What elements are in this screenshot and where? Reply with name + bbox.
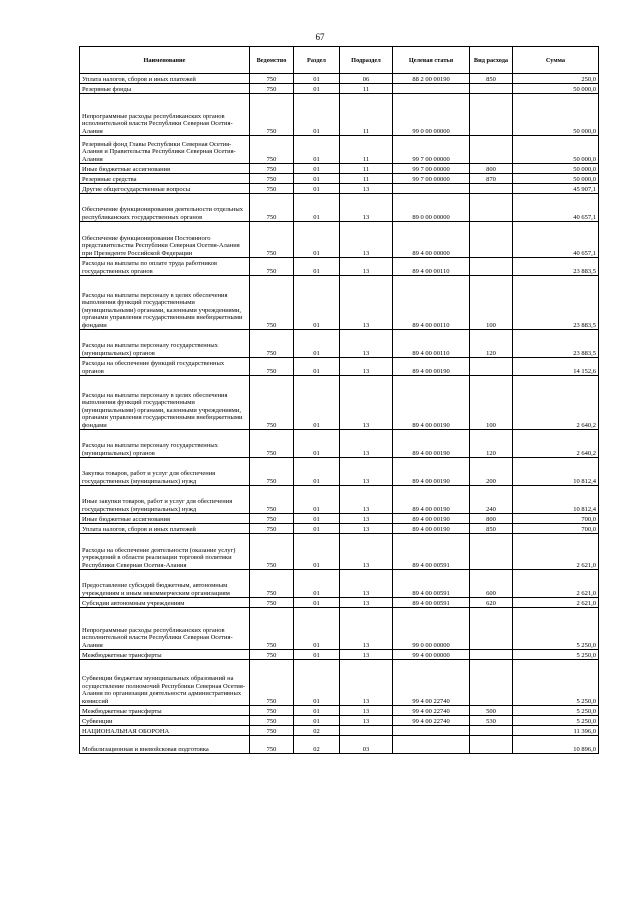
cell-expense-type — [470, 726, 513, 736]
cell-expense-type: 200 — [470, 458, 513, 486]
cell-expense-type — [470, 194, 513, 222]
table-row — [80, 74, 599, 84]
cell-subsection: 06 — [340, 74, 393, 84]
cell-subsection: 13 — [340, 598, 393, 608]
cell-name: Расходы на выплаты по оплате труда работников государственных органов — [80, 258, 250, 276]
cell-target-item — [393, 726, 470, 736]
header-section: Раздел — [294, 47, 340, 74]
header-subsection: Подраздел — [340, 47, 393, 74]
cell-name: Резервные средства — [80, 174, 250, 184]
cell-name: Иные бюджетные ассигнования — [80, 514, 250, 524]
cell-name: Межбюджетные трансферты — [80, 706, 250, 716]
header-target-item: Целевая статья — [393, 47, 470, 74]
cell-amount: 700,0 — [513, 524, 599, 534]
cell-department: 750 — [250, 74, 294, 84]
cell-amount: 50 000,0 — [513, 174, 599, 184]
cell-expense-type: 500 — [470, 706, 513, 716]
cell-department: 750 — [250, 598, 294, 608]
cell-target-item: 89 4 00 00591 — [393, 570, 470, 598]
cell-section: 01 — [294, 84, 340, 94]
cell-name: Уплата налогов, сборов и иных платежей — [80, 74, 250, 84]
cell-subsection: 13 — [340, 376, 393, 430]
cell-expense-type — [470, 650, 513, 660]
cell-name: Расходы на выплаты персоналу в целях обеспечения выполнения функций государственными (муниципальными) органами, казенными учреждениями, органами управления государственными внебюджетными фондами — [80, 376, 250, 430]
cell-section: 02 — [294, 726, 340, 736]
cell-name: Уплата налогов, сборов и иных платежей — [80, 524, 250, 534]
table-row — [80, 222, 599, 258]
cell-expense-type — [470, 534, 513, 570]
cell-department: 750 — [250, 524, 294, 534]
cell-expense-type — [470, 736, 513, 754]
cell-expense-type — [470, 222, 513, 258]
cell-amount: 2 640,2 — [513, 430, 599, 458]
cell-section: 01 — [294, 276, 340, 330]
cell-section: 01 — [294, 94, 340, 136]
cell-name: Расходы на выплаты персоналу государственных (муниципальных) органов — [80, 330, 250, 358]
cell-name: Резервные фонды — [80, 84, 250, 94]
table-row — [80, 84, 599, 94]
cell-section: 01 — [294, 706, 340, 716]
header-amount: Сумма — [513, 47, 599, 74]
header-expense-type: Вид расхода — [470, 47, 513, 74]
cell-section: 01 — [294, 136, 340, 164]
cell-target-item: 89 4 00 00190 — [393, 358, 470, 376]
cell-name: Субвенции бюджетам муниципальных образований на осуществление полномочий Республики Северная Осетия-Алания по организации деятельности административных комиссий — [80, 660, 250, 706]
cell-target-item — [393, 184, 470, 194]
cell-name: Расходы на выплаты персоналу в целях обеспечения выполнения функций государственными (муниципальными) органами, казенными учреждениями, органами управления государственными внебюджетными фондами — [80, 276, 250, 330]
cell-section: 01 — [294, 650, 340, 660]
cell-subsection: 13 — [340, 570, 393, 598]
cell-department: 750 — [250, 358, 294, 376]
cell-name: Иные закупки товаров, работ и услуг для обеспечения государственных (муниципальных) нужд — [80, 486, 250, 514]
cell-department: 750 — [250, 258, 294, 276]
cell-name: Мобилизационная и вневойсковая подготовка — [80, 736, 250, 754]
cell-target-item: 99 7 00 00000 — [393, 174, 470, 184]
cell-name: Обеспечение функционирования деятельности отдельных республиканских государственных органов — [80, 194, 250, 222]
header-name: Наименование — [80, 47, 250, 74]
table-row — [80, 174, 599, 184]
cell-section: 01 — [294, 194, 340, 222]
cell-amount: 5 250,0 — [513, 660, 599, 706]
table-body — [80, 74, 599, 754]
cell-target-item: 89 4 00 00591 — [393, 598, 470, 608]
cell-target-item: 89 4 00 00110 — [393, 276, 470, 330]
cell-section: 01 — [294, 458, 340, 486]
cell-section: 01 — [294, 534, 340, 570]
cell-target-item: 99 0 00 00000 — [393, 94, 470, 136]
table-row — [80, 598, 599, 608]
cell-section: 01 — [294, 74, 340, 84]
table-row — [80, 194, 599, 222]
table-row — [80, 136, 599, 164]
header-department: Ведомство — [250, 47, 294, 74]
cell-department: 750 — [250, 570, 294, 598]
table-row — [80, 650, 599, 660]
table-row — [80, 486, 599, 514]
cell-section: 01 — [294, 660, 340, 706]
cell-department: 750 — [250, 726, 294, 736]
cell-amount: 5 250,0 — [513, 650, 599, 660]
cell-target-item: 89 4 00 00190 — [393, 514, 470, 524]
cell-amount: 2 621,0 — [513, 598, 599, 608]
cell-subsection: 13 — [340, 524, 393, 534]
cell-expense-type: 600 — [470, 570, 513, 598]
cell-section: 02 — [294, 736, 340, 754]
cell-amount: 11 396,0 — [513, 726, 599, 736]
cell-amount: 23 883,5 — [513, 258, 599, 276]
cell-name: Расходы на обеспечение функций государственных органов — [80, 358, 250, 376]
cell-subsection: 03 — [340, 736, 393, 754]
cell-expense-type: 120 — [470, 330, 513, 358]
cell-section: 01 — [294, 174, 340, 184]
cell-department: 750 — [250, 136, 294, 164]
cell-target-item: 89 4 00 00110 — [393, 330, 470, 358]
cell-department: 750 — [250, 608, 294, 650]
cell-target-item: 89 4 00 00190 — [393, 376, 470, 430]
table-row — [80, 376, 599, 430]
cell-expense-type: 120 — [470, 430, 513, 458]
cell-expense-type — [470, 660, 513, 706]
cell-name: Субсидии автономным учреждениям — [80, 598, 250, 608]
cell-department: 750 — [250, 276, 294, 330]
cell-target-item: 88 2 00 00190 — [393, 74, 470, 84]
cell-target-item: 99 7 00 00000 — [393, 164, 470, 174]
cell-subsection: 13 — [340, 706, 393, 716]
cell-section: 01 — [294, 222, 340, 258]
cell-amount: 23 883,5 — [513, 330, 599, 358]
cell-subsection: 13 — [340, 330, 393, 358]
table-row — [80, 570, 599, 598]
cell-amount: 40 657,1 — [513, 194, 599, 222]
cell-subsection: 13 — [340, 194, 393, 222]
cell-target-item: 89 4 00 00190 — [393, 458, 470, 486]
cell-amount: 5 250,0 — [513, 608, 599, 650]
table-header-row — [80, 47, 599, 74]
cell-subsection: 13 — [340, 358, 393, 376]
cell-department: 750 — [250, 194, 294, 222]
cell-section: 01 — [294, 598, 340, 608]
table-row — [80, 258, 599, 276]
cell-subsection — [340, 726, 393, 736]
cell-amount: 10 896,0 — [513, 736, 599, 754]
cell-amount: 50 000,0 — [513, 164, 599, 174]
cell-amount: 250,0 — [513, 74, 599, 84]
cell-section: 01 — [294, 164, 340, 174]
table-row — [80, 716, 599, 726]
cell-expense-type — [470, 136, 513, 164]
cell-name: Непрограммные расходы республиканских органов исполнительной власти Республики Северная Осетия-Алания — [80, 94, 250, 136]
cell-subsection: 13 — [340, 514, 393, 524]
cell-subsection: 13 — [340, 258, 393, 276]
table-row — [80, 358, 599, 376]
cell-expense-type: 800 — [470, 164, 513, 174]
cell-target-item: 99 0 00 00000 — [393, 608, 470, 650]
cell-expense-type — [470, 358, 513, 376]
cell-section: 01 — [294, 514, 340, 524]
cell-department: 750 — [250, 164, 294, 174]
cell-expense-type: 620 — [470, 598, 513, 608]
cell-subsection: 13 — [340, 660, 393, 706]
cell-name: Другие общегосударственные вопросы — [80, 184, 250, 194]
cell-name: Закупка товаров, работ и услуг для обеспечения государственных (муниципальных) нужд — [80, 458, 250, 486]
cell-expense-type — [470, 84, 513, 94]
cell-department: 750 — [250, 94, 294, 136]
cell-section: 01 — [294, 486, 340, 514]
cell-department: 750 — [250, 376, 294, 430]
table-row — [80, 276, 599, 330]
cell-expense-type: 800 — [470, 514, 513, 524]
cell-subsection: 13 — [340, 534, 393, 570]
table-row — [80, 608, 599, 650]
cell-section: 01 — [294, 430, 340, 458]
cell-section: 01 — [294, 608, 340, 650]
page-number: 67 — [315, 32, 325, 42]
cell-amount: 45 907,1 — [513, 184, 599, 194]
table-row — [80, 726, 599, 736]
cell-expense-type: 850 — [470, 74, 513, 84]
cell-target-item: 89 0 00 00000 — [393, 194, 470, 222]
cell-section: 01 — [294, 184, 340, 194]
cell-name: Расходы на обеспечение деятельности (оказание услуг) учреждений в области реализации торговой политики Республики Северная Осетия-Алания — [80, 534, 250, 570]
table-row — [80, 514, 599, 524]
cell-department: 750 — [250, 458, 294, 486]
cell-amount: 5 250,0 — [513, 706, 599, 716]
cell-target-item: 89 4 00 00190 — [393, 430, 470, 458]
cell-target-item: 89 4 00 00190 — [393, 524, 470, 534]
cell-expense-type: 850 — [470, 524, 513, 534]
cell-target-item — [393, 736, 470, 754]
cell-amount: 2 621,0 — [513, 534, 599, 570]
cell-department: 750 — [250, 184, 294, 194]
cell-department: 750 — [250, 514, 294, 524]
cell-department: 750 — [250, 330, 294, 358]
cell-amount: 50 000,0 — [513, 84, 599, 94]
cell-subsection: 13 — [340, 222, 393, 258]
cell-department: 750 — [250, 706, 294, 716]
cell-subsection: 11 — [340, 174, 393, 184]
cell-amount: 23 883,5 — [513, 276, 599, 330]
cell-target-item: 99 4 00 22740 — [393, 706, 470, 716]
cell-department: 750 — [250, 486, 294, 514]
cell-expense-type: 100 — [470, 276, 513, 330]
cell-department: 750 — [250, 84, 294, 94]
cell-target-item: 89 4 00 00110 — [393, 258, 470, 276]
cell-target-item: 99 4 00 00000 — [393, 650, 470, 660]
table-row — [80, 736, 599, 754]
cell-target-item: 89 4 00 00190 — [393, 486, 470, 514]
cell-department: 750 — [250, 174, 294, 184]
cell-subsection: 13 — [340, 608, 393, 650]
table-row — [80, 430, 599, 458]
cell-section: 01 — [294, 258, 340, 276]
cell-section: 01 — [294, 330, 340, 358]
cell-target-item: 89 4 00 00000 — [393, 222, 470, 258]
cell-name: Иные бюджетные ассигнования — [80, 164, 250, 174]
table-row — [80, 706, 599, 716]
cell-name: Предоставление субсидий бюджетным, автономным учреждениям и иным некоммерческим организациям — [80, 570, 250, 598]
cell-amount: 10 812,4 — [513, 458, 599, 486]
table-row — [80, 184, 599, 194]
cell-subsection: 13 — [340, 458, 393, 486]
cell-amount: 40 657,1 — [513, 222, 599, 258]
cell-name: Обеспечение функционирования Постоянного представительства Республики Северная Осетия-Алания при Президенте Российской Федерации — [80, 222, 250, 258]
table-row — [80, 534, 599, 570]
cell-amount: 50 000,0 — [513, 94, 599, 136]
cell-expense-type — [470, 184, 513, 194]
cell-expense-type — [470, 258, 513, 276]
cell-amount: 14 152,6 — [513, 358, 599, 376]
cell-target-item: 99 4 00 22740 — [393, 660, 470, 706]
cell-department: 750 — [250, 736, 294, 754]
cell-amount: 10 812,4 — [513, 486, 599, 514]
cell-name: Резервный фонд Главы Республики Северная Осетия-Алания и Правительства Республики Северная Осетия-Алания — [80, 136, 250, 164]
cell-subsection: 13 — [340, 430, 393, 458]
cell-subsection: 13 — [340, 650, 393, 660]
cell-expense-type: 870 — [470, 174, 513, 184]
budget-table — [79, 46, 599, 754]
cell-expense-type: 100 — [470, 376, 513, 430]
cell-subsection: 11 — [340, 164, 393, 174]
cell-name: Субвенции — [80, 716, 250, 726]
cell-expense-type: 240 — [470, 486, 513, 514]
cell-subsection: 13 — [340, 486, 393, 514]
cell-department: 750 — [250, 650, 294, 660]
cell-name: Расходы на выплаты персоналу государственных (муниципальных) органов — [80, 430, 250, 458]
cell-target-item: 99 7 00 00000 — [393, 136, 470, 164]
cell-name: НАЦИОНАЛЬНАЯ ОБОРОНА — [80, 726, 250, 736]
cell-subsection: 11 — [340, 94, 393, 136]
cell-department: 750 — [250, 222, 294, 258]
cell-amount: 50 000,0 — [513, 136, 599, 164]
cell-department: 750 — [250, 660, 294, 706]
cell-section: 01 — [294, 716, 340, 726]
cell-target-item: 89 4 00 00591 — [393, 534, 470, 570]
cell-amount: 2 621,0 — [513, 570, 599, 598]
cell-department: 750 — [250, 430, 294, 458]
cell-subsection: 13 — [340, 276, 393, 330]
cell-department: 750 — [250, 534, 294, 570]
cell-subsection: 11 — [340, 136, 393, 164]
table-row — [80, 164, 599, 174]
table-row — [80, 524, 599, 534]
cell-subsection: 13 — [340, 716, 393, 726]
cell-section: 01 — [294, 570, 340, 598]
cell-name: Непрограммные расходы республиканских органов исполнительной власти Республики Северная Осетия-Алания — [80, 608, 250, 650]
cell-amount: 5 250,0 — [513, 716, 599, 726]
table-row — [80, 330, 599, 358]
cell-subsection: 11 — [340, 84, 393, 94]
cell-expense-type — [470, 608, 513, 650]
cell-expense-type: 530 — [470, 716, 513, 726]
table-row — [80, 94, 599, 136]
cell-department: 750 — [250, 716, 294, 726]
cell-name: Межбюджетные трансферты — [80, 650, 250, 660]
table-row — [80, 458, 599, 486]
cell-section: 01 — [294, 524, 340, 534]
cell-amount: 700,0 — [513, 514, 599, 524]
cell-target-item — [393, 84, 470, 94]
cell-section: 01 — [294, 376, 340, 430]
cell-section: 01 — [294, 358, 340, 376]
cell-subsection: 13 — [340, 184, 393, 194]
cell-expense-type — [470, 94, 513, 136]
cell-target-item: 99 4 00 22740 — [393, 716, 470, 726]
table-row — [80, 660, 599, 706]
cell-amount: 2 640,2 — [513, 376, 599, 430]
